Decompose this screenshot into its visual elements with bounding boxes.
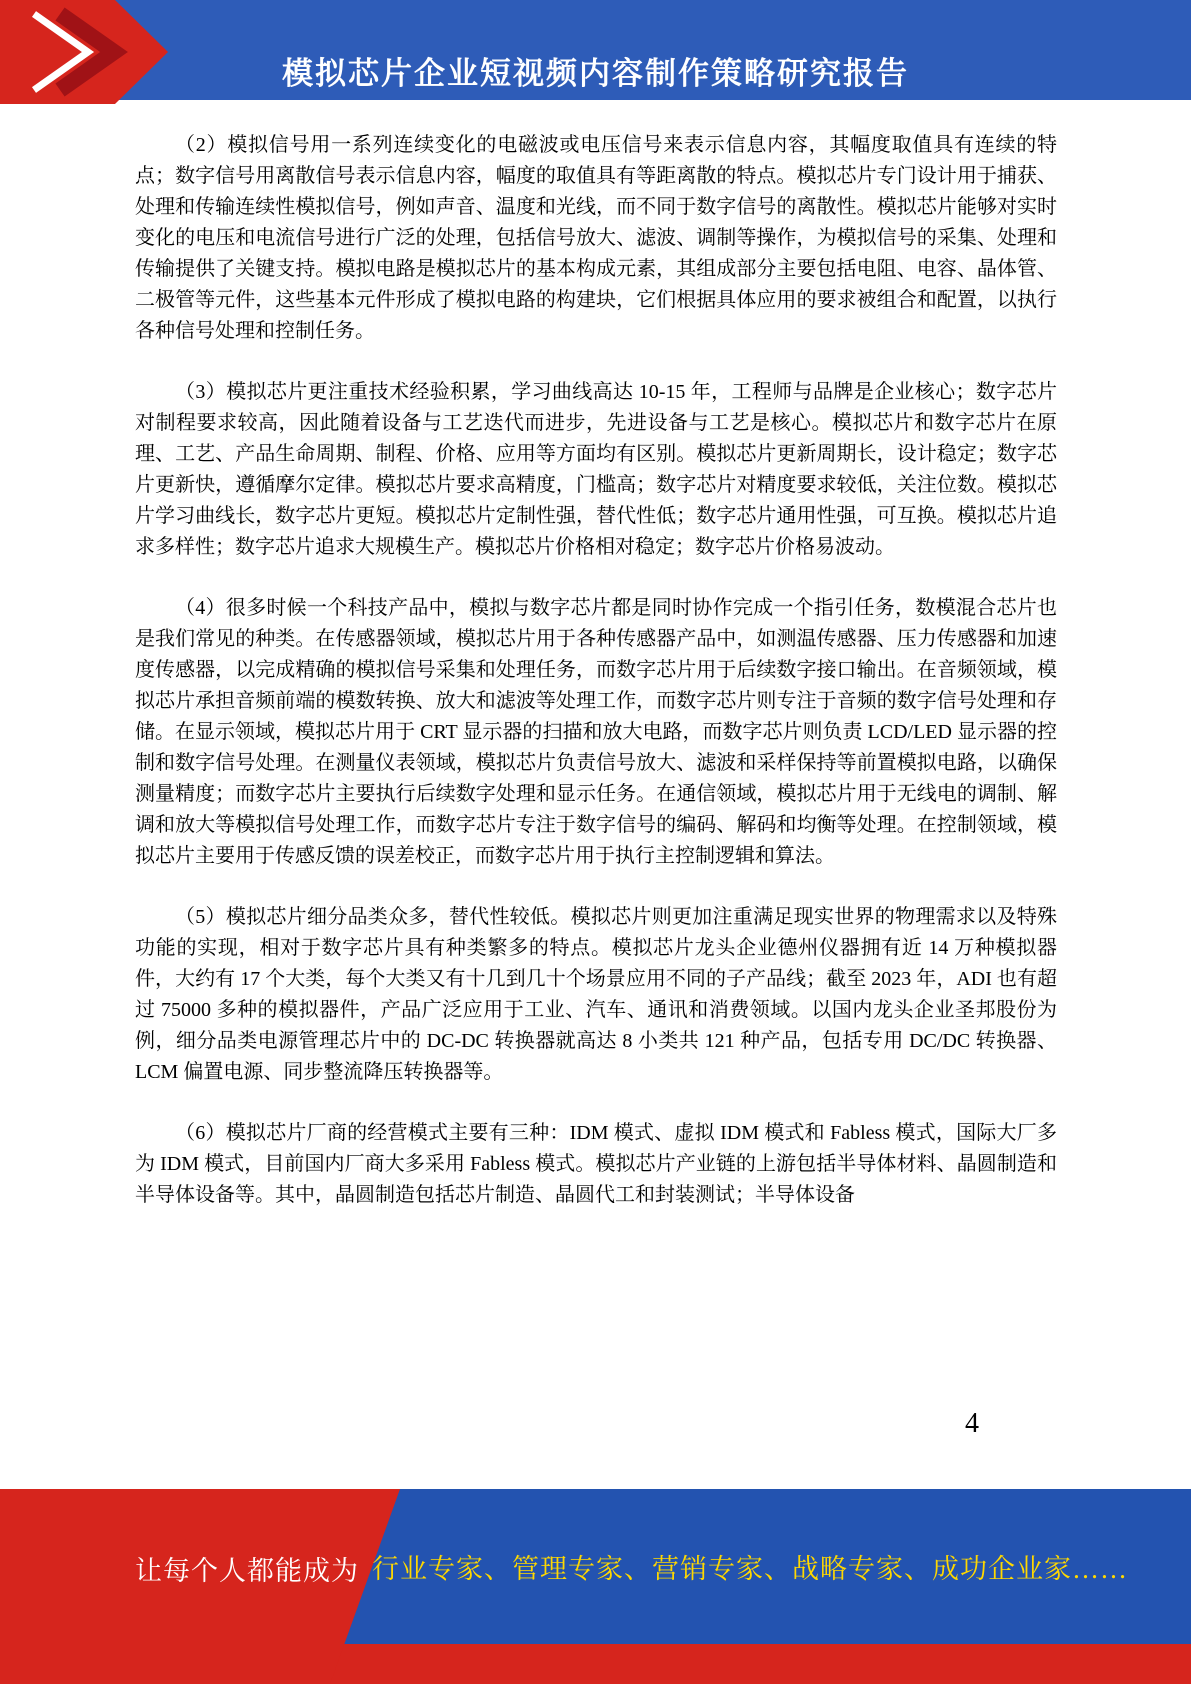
paragraph-4: （4）很多时候一个科技产品中，模拟与数字芯片都是同时协作完成一个指引任务，数模混合芯片也是我们常见的种类。在传感器领域，模拟芯片用于各种传感器产品中，如测温传感器、压力传感器和加速度传感器，以完成精确的模拟信号采集和处理任务，而数字芯片用于后续数字接口输出。在音频领域，模拟芯片承担音频前端的模数转换、放大和滤波等处理工作，而数字芯片则专注于音频的数字信号处理和存储。在显示领域，模拟芯片用于 CRT 显示器的扫描和放大电路，而数字芯片则负责 LCD/LED 显示器的控制和数字信号处理。在测量仪表领域，模拟芯片负责信号放大、滤波和采样保持等前置模拟电路，以确保测量精度；而数字芯片主要执行后续数字处理和显示任务。在通信领域，模拟芯片用于无线电的调制、解调和放大等模拟信号处理工作，而数字芯片专注于数字信号的编码、解码和均衡等处理。在控制领域，模拟芯片主要用于传感反馈的误差校正，而数字芯片用于执行主控制逻辑和算法。 xyxy=(135,597,1057,867)
footer-slogan-left: 让每个人都能成为 xyxy=(135,1556,359,1586)
document-body xyxy=(135,130,1057,1241)
page-header xyxy=(0,0,1191,100)
page-number: 4 xyxy=(965,1408,979,1439)
footer-slogan-right: 行业专家、管理专家、营销专家、战略专家、成功企业家…… xyxy=(372,1554,1128,1584)
page-footer xyxy=(0,1489,1191,1684)
paragraph-6: （6）模拟芯片厂商的经营模式主要有三种：IDM 模式、虚拟 IDM 模式和 Fabless 模式，国际大厂多为 IDM 模式，目前国内厂商大多采用 Fabless 模式。模拟芯片产业链的上游包括半导体材料、晶圆制造和半导体设备等。其中，晶圆制造包括芯片制造、晶圆代工和封装测试；半导体设备 xyxy=(135,1122,1057,1206)
paragraph-5: （5）模拟芯片细分品类众多，替代性较低。模拟芯片则更加注重满足现实世界的物理需求以及特殊功能的实现，相对于数字芯片具有种类繁多的特点。模拟芯片龙头企业德州仪器拥有近 14 万种模拟器件，大约有 17 个大类，每个大类又有十几到几十个场景应用不同的子产品线；截至 2023 年，ADI 也有超过 75000 多种的模拟器件，产品广泛应用于工业、汽车、通讯和消费领域。以国内龙头企业圣邦股份为例，细分品类电源管理芯片中的 DC-DC 转换器就高达 8 小类共 121 种产品，包括专用 DC/DC 转换器、LCM 偏置电源、同步整流降压转换器等。 xyxy=(135,906,1057,1083)
paragraph-2: （2）模拟信号用一系列连续变化的电磁波或电压信号来表示信息内容，其幅度取值具有连续的特点；数字信号用离散信号表示信息内容，幅度的取值具有等距离散的特点。模拟芯片专门设计用于捕获、处理和传输连续性模拟信号，例如声音、温度和光线，而不同于数字信号的离散性。模拟芯片能够对实时变化的电压和电流信号进行广泛的处理，包括信号放大、滤波、调制等操作，为模拟信号的采集、处理和传输提供了关键支持。模拟电路是模拟芯片的基本构成元素，其组成部分主要包括电阻、电容、晶体管、二极管等元件，这些基本元件形成了模拟电路的构建块，它们根据具体应用的要求被组合和配置，以执行各种信号处理和控制任务。 xyxy=(135,134,1057,342)
paragraph-3: （3）模拟芯片更注重技术经验积累，学习曲线高达 10-15 年，工程师与品牌是企业核心；数字芯片对制程要求较高，因此随着设备与工艺迭代而进步，先进设备与工艺是核心。模拟芯片和数字芯片在原理、工艺、产品生命周期、制程、价格、应用等方面均有区别。模拟芯片更新周期长，设计稳定；数字芯片更新快，遵循摩尔定律。模拟芯片要求高精度，门槛高；数字芯片对精度要求较低，关注位数。模拟芯片学习曲线长，数字芯片更短。模拟芯片定制性强，替代性低；数字芯片通用性强，可互换。模拟芯片追求多样性；数字芯片追求大规模生产。模拟芯片价格相对稳定；数字芯片价格易波动。 xyxy=(135,381,1057,558)
page-title: 模拟芯片企业短视频内容制作策略研究报告 xyxy=(282,56,909,92)
